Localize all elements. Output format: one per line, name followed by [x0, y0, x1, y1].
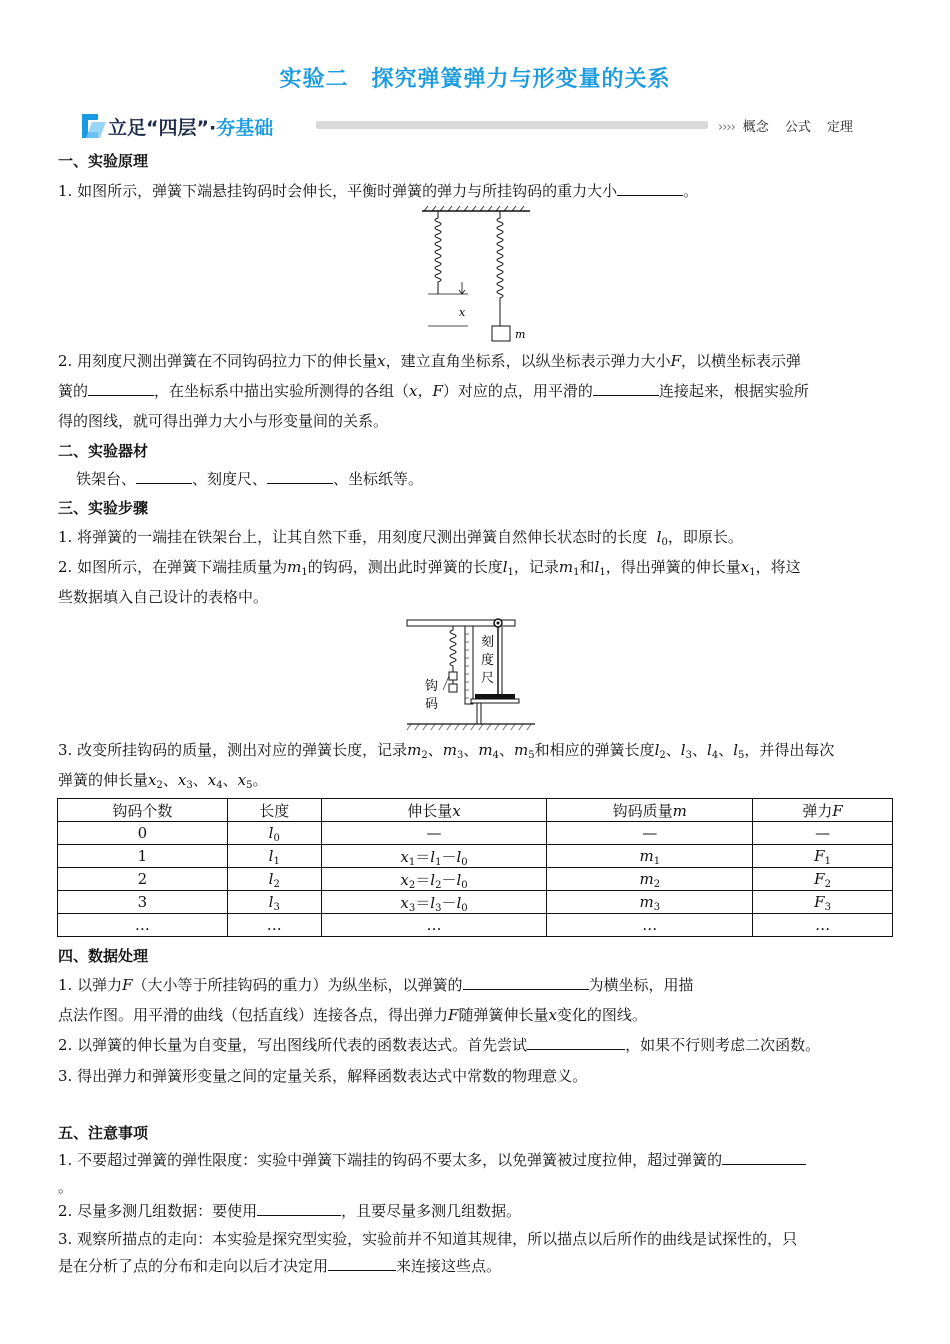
label-ruler-1: 刻: [481, 635, 495, 650]
tag-theorem: 定理: [826, 120, 853, 135]
blank-10[interactable]: [328, 1256, 396, 1271]
blank-7[interactable]: [527, 1035, 625, 1050]
processing-p1-line2: 点法作图。用平滑的曲线（包括直线）连接各点，得出弹力F随弹簧伸长量x变化的图线。: [58, 1006, 647, 1024]
label-ruler-3: 尺: [481, 671, 495, 686]
spring-left: [435, 211, 441, 294]
blank-4[interactable]: [136, 469, 192, 484]
blank-5[interactable]: [267, 469, 333, 484]
table-row: 0 $l_0$ — — —: [58, 822, 893, 845]
tag-concept: 概念: [742, 120, 769, 135]
weight-block: [492, 326, 510, 341]
heading-notes: 五、注意事项: [58, 1124, 149, 1142]
notes-p1-line2: 。: [58, 1178, 74, 1196]
spring-figure-1: [420, 206, 540, 346]
banner-title: [108, 113, 273, 140]
table-row: 1 $l_1$ $x_1=l_1-l_0$ $m_1$ $F_1$: [58, 845, 893, 868]
heading-principle: 一、实验原理: [58, 152, 149, 170]
label-m: m: [515, 328, 526, 341]
banner-divider-bar: [316, 121, 708, 129]
principle-p2-line2: 簧的 ，在坐标系中描出实验所测得的各组（x，F）对应的点，用平滑的 连接起来，根据实验所: [58, 382, 809, 400]
banner-tags: [718, 116, 853, 135]
blank-9[interactable]: [257, 1201, 341, 1216]
steps-p2-line2: 些数据填入自己设计的表格中。: [58, 588, 269, 606]
label-ruler-2: 度: [481, 653, 495, 668]
principle-p2-line1: 2. 用刻度尺测出弹簧在不同钩码拉力下的伸长量x，建立直角坐标系，以纵坐标表示弹力大小F，以横坐标表示弹: [58, 352, 802, 370]
page-title: 实验二 探究弹簧弹力与形变量的关系: [279, 67, 671, 92]
header-count: 钩码个数: [58, 799, 228, 822]
heading-equipment: 二、实验器材: [58, 442, 149, 460]
table-row: … … … … …: [58, 914, 893, 937]
processing-p2: 2. 以弹簧的伸长量为自变量，写出图线所代表的函数表达式。首先尝试 ，如果不行则考虑二次函数。: [58, 1036, 821, 1054]
banner-label-highlight: 夯基础: [216, 117, 274, 139]
label-hook-1: 钩: [425, 679, 439, 694]
processing-p3: 3. 得出弹力和弹簧形变量之间的定量关系，解释函数表达式中常数的物理意义。: [58, 1067, 588, 1085]
processing-p1-line1: 1. 以弹力F（大小等于所挂钩码的重力）为纵坐标，以弹簧的 为横坐标，用描: [58, 976, 694, 994]
blank-3[interactable]: [593, 381, 659, 396]
blank-1[interactable]: [617, 181, 683, 196]
header-force: 弹力F: [753, 799, 893, 822]
steps-p3-line2: 弹簧的伸长量$x_2$、$x_3$、$x_4$、$x_5$。: [58, 771, 268, 791]
header-mass: 钩码质量m: [547, 799, 753, 822]
header-length: 长度: [227, 799, 321, 822]
table-row: 2 $l_2$ $x_2=l_2-l_0$ $m_2$ $F_2$: [58, 868, 893, 891]
blank-8[interactable]: [722, 1150, 806, 1165]
spring-right: [497, 211, 503, 326]
tag-formula: 公式: [784, 120, 811, 135]
label-x: x: [459, 306, 466, 319]
section-banner: [78, 112, 878, 140]
label-hook-2: 码: [425, 697, 439, 712]
banner-label-main: 立足“四层”·: [108, 117, 217, 139]
data-table: [57, 798, 893, 937]
notes-p3-line2: 是在分析了点的分布和走向以后才决定用 来连接这些点。: [58, 1257, 502, 1275]
notes-p2: 2. 尽量多测几组数据：要使用 ，且要尽量多测几组数据。: [58, 1202, 522, 1220]
spring-figure-2: [405, 612, 540, 736]
table-header-row: [58, 799, 893, 822]
blank-2[interactable]: [88, 381, 154, 396]
notes-p1-line1: 1. 不要超过弹簧的弹性限度：实验中弹簧下端挂的钩码不要太多，以免弹簧被过度拉伸，超过弹簧的: [58, 1150, 806, 1170]
header-extension: 伸长量x: [321, 799, 547, 822]
principle-p1: 1. 如图所示，弹簧下端悬挂钩码时会伸长，平衡时弹簧的弹力与所挂钩码的重力大小 。: [58, 182, 699, 200]
heading-data-processing: 四、数据处理: [58, 947, 149, 965]
ruler: [465, 626, 473, 704]
steps-p1: 1. 将弹簧的一端挂在铁架台上，让其自然下垂，用刻度尺测出弹簧自然伸长状态时的长度 $l_0$，即原长。: [58, 528, 743, 548]
steps-p2-line1: 2. 如图所示，在弹簧下端挂质量为$m_1$的钩码，测出此时弹簧的长度$l_1$，记录$m_1$和$l_1$，得出弹簧的伸长量$x_1$，将这: [58, 558, 801, 578]
heading-steps: 三、实验步骤: [58, 499, 149, 517]
banner-logo-icon: [78, 112, 110, 140]
equipment-list: 铁架台、 、刻度尺、 、坐标纸等。: [76, 470, 424, 488]
blank-6[interactable]: [463, 975, 589, 990]
steps-p3-line1: 3. 改变所挂钩码的质量，测出对应的弹簧长度，记录$m_2$、$m_3$、$m_4$、$m_5$和相应的弹簧长度$l_2$、$l_3$、$l_4$、$l_5$，并得出每次: [58, 741, 835, 761]
table-row: 3 $l_3$ $x_3=l_3-l_0$ $m_3$ $F_3$: [58, 891, 893, 914]
chevrons-icon: ››››: [718, 120, 735, 135]
principle-p2-line3: 得的图线，就可得出弹力大小与形变量间的关系。: [58, 412, 389, 430]
notes-p3-line1: 3. 观察所描点的走向：本实验是探究型实验，实验前并不知道其规律，所以描点以后所作的曲线是试探性的，只: [58, 1230, 798, 1248]
